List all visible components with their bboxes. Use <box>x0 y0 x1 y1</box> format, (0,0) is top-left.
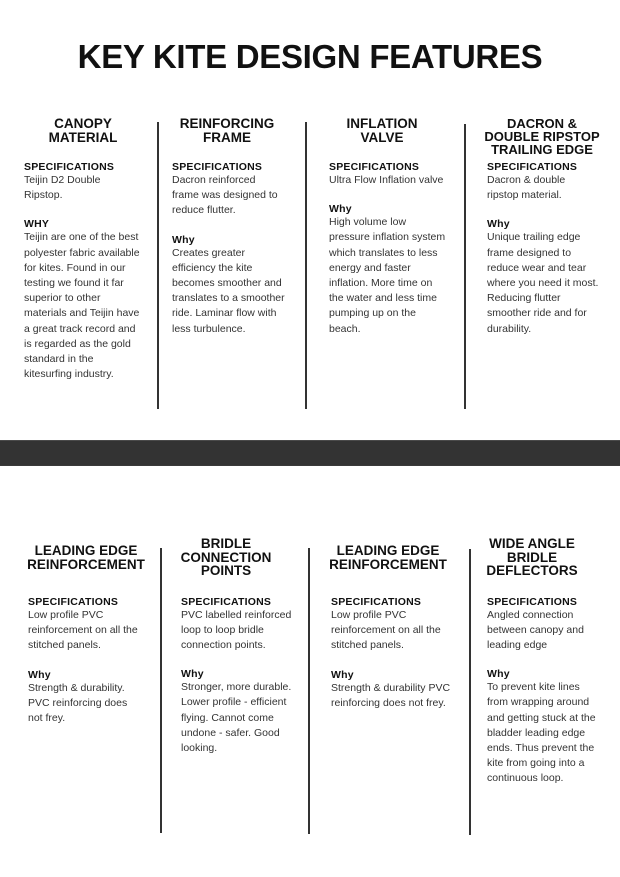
specifications-label: SPECIFICATIONS <box>487 161 578 173</box>
feature-heading: LEADING EDGE REINFORCEMENT <box>329 543 447 572</box>
why-text: Unique trailing edge frame designed to reduce wear and tear where you need it most. Reducing flutter smoother ride and for durability. <box>487 231 599 335</box>
section-divider-band <box>0 440 620 466</box>
why-text: Creates greater efficiency the kite becomes smoother and translates to a smoother ride. Laminar flow with less turbulence. <box>172 246 285 335</box>
why-text: To prevent kite lines from wrapping around and getting stuck at the bladder leading edge ends. Thus prevent the kite from going into a continuous loop. <box>487 681 596 785</box>
why-label: Why <box>331 668 354 681</box>
specifications-label: SPECIFICATIONS <box>329 161 420 173</box>
feature-heading: REINFORCING FRAME <box>179 116 275 145</box>
column-divider <box>157 122 159 409</box>
why-label: Why <box>329 203 352 216</box>
column-divider <box>160 548 162 833</box>
specifications-label: SPECIFICATIONS <box>172 161 263 173</box>
why-text: High volume low pressure inflation system which translates to less energy and faster inflation. More time on the water and less time pumping up on the beach. <box>329 216 446 335</box>
why-label: Why <box>487 218 510 231</box>
feature-card-leading-edge-reinforcement-2 <box>331 537 456 711</box>
feature-card-wide-angle-bridle-deflectors <box>487 537 612 787</box>
feature-heading: CANOPY MATERIAL <box>48 116 118 145</box>
specifications-text: Angled connection between canopy and leading edge <box>487 608 584 651</box>
column-divider <box>464 124 466 409</box>
column-divider <box>305 122 307 409</box>
feature-card-canopy-material <box>24 117 142 382</box>
specifications-text: Teijin D2 Double Ripstop. <box>24 174 101 202</box>
why-label: Why <box>172 233 195 246</box>
specifications-label: SPECIFICATIONS <box>487 595 578 608</box>
feature-card-bridle-connection-points <box>181 537 306 756</box>
specifications-text: PVC labelled reinforced loop to loop bridle connection points. <box>181 608 292 651</box>
specifications-text: Dacron reinforced frame was designed to reduce flutter. <box>172 174 278 217</box>
features-row-bottom <box>0 537 620 837</box>
why-text: Teijin are one of the best polyester fabric available for kites. Found in our testing we found it far superior to other materials and Teijin have a great track record and is regarded as the gold standard in the kitesurfing industry. <box>24 231 140 381</box>
features-row-top <box>0 117 620 409</box>
why-label: Why <box>28 668 51 681</box>
specifications-text: Dacron & double ripstop material. <box>487 174 566 202</box>
feature-heading: DACRON & DOUBLE RIPSTOP TRAILING EDGE <box>484 116 600 157</box>
feature-heading: BRIDLE CONNECTION POINTS <box>180 536 272 578</box>
feature-card-trailing-edge <box>484 116 612 337</box>
specifications-label: SPECIFICATIONS <box>331 596 422 608</box>
feature-card-leading-edge-reinforcement <box>28 537 148 726</box>
column-divider <box>469 549 471 835</box>
specifications-text: Ultra Flow Inflation valve <box>329 174 444 186</box>
why-text: Stronger, more durable. Lower profile - efficient flying. Cannot come undone - safer. Good looking. <box>181 681 292 754</box>
why-text: Strength & durability PVC reinforcing does not frey. <box>331 681 451 709</box>
feature-heading: INFLATION VALVE <box>346 116 418 145</box>
specifications-label: SPECIFICATIONS <box>24 161 115 173</box>
why-text: Strength & durability. PVC reinforcing does not frey. <box>28 681 128 725</box>
specifications-text: Low profile PVC reinforcement on all the stitched panels. <box>28 609 138 652</box>
feature-heading: LEADING EDGE REINFORCEMENT <box>27 543 145 572</box>
specifications-label: SPECIFICATIONS <box>181 595 272 608</box>
feature-card-reinforcing-frame <box>172 117 297 337</box>
why-label: WHY <box>24 218 50 231</box>
feature-card-inflation-valve <box>329 117 454 337</box>
specifications-text: Low profile PVC reinforcement on all the stitched panels. <box>331 609 441 652</box>
feature-heading: WIDE ANGLE BRIDLE DEFLECTORS <box>486 536 578 578</box>
why-label: Why <box>487 668 510 681</box>
specifications-label: SPECIFICATIONS <box>28 596 119 608</box>
page-title: KEY KITE DESIGN FEATURES <box>77 38 543 75</box>
column-divider <box>308 548 310 834</box>
why-label: Why <box>181 668 204 681</box>
